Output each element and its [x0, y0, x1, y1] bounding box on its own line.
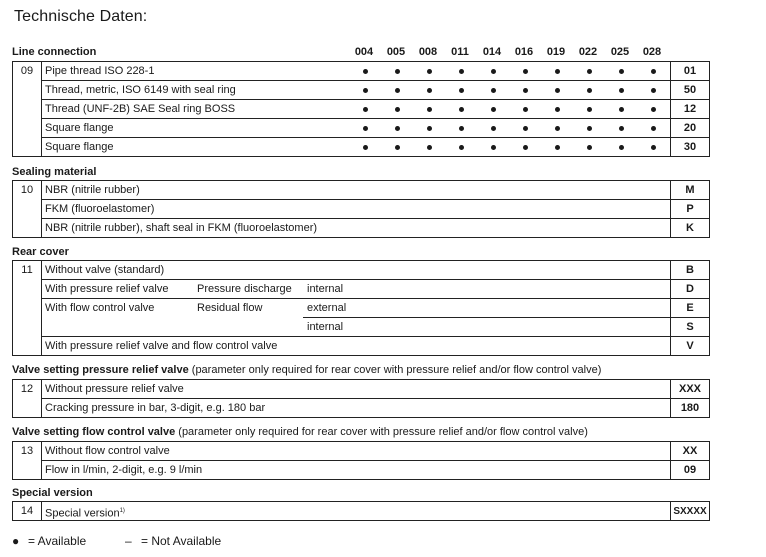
option-code: XXX: [678, 383, 701, 395]
availability-dot: [523, 69, 528, 74]
row-number: 13: [20, 445, 34, 457]
size-column-header: 008: [418, 46, 438, 58]
row-number: 10: [20, 184, 34, 196]
availability-dot: [523, 145, 528, 150]
row-number: 14: [20, 505, 34, 517]
availability-dot: [619, 126, 624, 131]
option-label: With pressure relief valve: [45, 283, 169, 295]
option-code: 20: [683, 122, 697, 134]
availability-dot: [395, 88, 400, 93]
availability-dot: [459, 69, 464, 74]
option-code: 30: [683, 141, 697, 153]
option-label: FKM (fluoroelastomer): [45, 203, 155, 215]
special-version-heading: Special version: [12, 487, 93, 499]
size-column-header: 019: [546, 46, 566, 58]
row-number: 09: [20, 65, 34, 77]
line-connection-table: [12, 61, 710, 157]
valve-flow-heading: [12, 426, 588, 438]
option-code: 50: [683, 84, 697, 96]
availability-dot: [363, 88, 368, 93]
availability-dot: [619, 69, 624, 74]
availability-dot: [523, 107, 528, 112]
option-variant: external: [307, 302, 347, 314]
option-code: SXXXX: [673, 506, 707, 517]
availability-dot: [555, 145, 560, 150]
availability-dot: [651, 69, 656, 74]
option-label: Square flange: [45, 122, 114, 134]
size-column-header: 004: [354, 46, 374, 58]
valve-flow-note: (parameter only required for rear cover with pressure relief and/or flow control valve): [178, 426, 588, 438]
option-label: Thread, metric, ISO 6149 with seal ring: [45, 84, 236, 96]
option-subtype: Pressure discharge: [197, 283, 292, 295]
availability-dot: [427, 145, 432, 150]
option-variant: internal: [307, 321, 344, 333]
sealing-material-heading: Sealing material: [12, 166, 97, 178]
availability-dot: [587, 88, 592, 93]
availability-dot: [619, 107, 624, 112]
availability-dot: [363, 145, 368, 150]
availability-dot: [363, 107, 368, 112]
legend-available-symbol: ●: [12, 534, 20, 548]
valve-relief-title: Valve setting pressure relief valve: [12, 364, 189, 376]
availability-dot: [555, 88, 560, 93]
row-number: 11: [21, 264, 33, 276]
valve-flow-title: Valve setting flow control valve: [12, 426, 176, 438]
valve-relief-note: (parameter only required for rear cover with pressure relief and/or flow control valve): [191, 364, 602, 376]
availability-dot: [491, 145, 496, 150]
option-code: 180: [680, 402, 700, 414]
rear-cover-heading: Rear cover: [12, 246, 69, 258]
option-code: S: [686, 321, 694, 333]
availability-dot: [427, 107, 432, 112]
availability-dot: [555, 107, 560, 112]
option-label: Thread (UNF-2B) SAE Seal ring BOSS: [45, 103, 236, 115]
line-connection-heading: Line connection: [12, 46, 97, 58]
footnote-marker: 1): [119, 508, 125, 514]
availability-dot: [363, 69, 368, 74]
availability-dot: [619, 88, 624, 93]
availability-dot: [555, 126, 560, 131]
option-label: Without valve (standard): [45, 264, 165, 276]
row-number: 12: [20, 383, 34, 395]
availability-dot: [523, 88, 528, 93]
option-code: D: [686, 283, 694, 295]
option-variant: internal: [307, 283, 344, 295]
availability-dot: [587, 126, 592, 131]
option-label: With flow control valve: [45, 302, 155, 314]
sealing-material-table: [12, 180, 710, 238]
option-label: Square flange: [45, 141, 114, 153]
legend-not-available-text: = Not Available: [141, 534, 222, 548]
option-code: 09: [683, 464, 697, 476]
option-code: XX: [682, 445, 698, 457]
size-column-header: 005: [386, 46, 406, 58]
option-label: With pressure relief valve and flow control valve: [45, 340, 278, 352]
availability-dot: [491, 107, 496, 112]
size-column-header: 011: [451, 46, 469, 58]
option-code: E: [686, 302, 694, 314]
availability-dot: [459, 88, 464, 93]
option-label: [45, 505, 125, 521]
option-code: M: [685, 184, 695, 196]
availability-dot: [587, 69, 592, 74]
size-column-header: 025: [610, 46, 630, 58]
option-code: V: [686, 340, 694, 352]
option-label: Flow in l/min, 2-digit, e.g. 9 l/min: [45, 464, 203, 476]
availability-dot: [491, 69, 496, 74]
option-code: K: [686, 222, 694, 234]
availability-dot: [395, 69, 400, 74]
option-subtype: Residual flow: [197, 302, 263, 314]
special-version-label: Special version: [45, 507, 120, 520]
availability-dot: [427, 69, 432, 74]
availability-dot: [651, 145, 656, 150]
availability-dot: [395, 107, 400, 112]
availability-dot: [619, 145, 624, 150]
option-label: Without pressure relief valve: [45, 383, 184, 395]
availability-dot: [395, 145, 400, 150]
option-code: B: [686, 264, 694, 276]
size-column-header: 022: [578, 46, 598, 58]
special-version-table: [12, 501, 710, 521]
valve-flow-table: [12, 441, 710, 480]
option-label: Pipe thread ISO 228-1: [45, 65, 155, 77]
availability-dot: [651, 107, 656, 112]
availability-dot: [491, 88, 496, 93]
availability-dot: [363, 126, 368, 131]
size-column-header: 014: [482, 46, 502, 58]
availability-dot: [459, 107, 464, 112]
availability-dot: [427, 126, 432, 131]
option-label: Cracking pressure in bar, 3-digit, e.g. 180 bar: [45, 402, 266, 414]
availability-dot: [491, 126, 496, 131]
option-label: NBR (nitrile rubber): [45, 184, 140, 196]
availability-dot: [427, 88, 432, 93]
option-code: 12: [683, 103, 697, 115]
legend-not-available-symbol: –: [125, 534, 132, 548]
availability-dot: [555, 69, 560, 74]
option-label: NBR (nitrile rubber), shaft seal in FKM (fluoroelastomer): [45, 222, 318, 234]
valve-relief-heading: [12, 364, 601, 376]
option-code: P: [686, 203, 694, 215]
availability-dot: [587, 145, 592, 150]
option-code: 01: [683, 65, 697, 77]
size-column-header: 016: [514, 46, 534, 58]
availability-dot: [651, 126, 656, 131]
valve-relief-table: [12, 379, 710, 418]
availability-dot: [459, 126, 464, 131]
legend-available-text: = Available: [28, 534, 87, 548]
availability-dot: [459, 145, 464, 150]
availability-dot: [651, 88, 656, 93]
availability-dot: [523, 126, 528, 131]
option-label: Without flow control valve: [45, 445, 170, 457]
rear-cover-table: [12, 260, 710, 356]
page-title: Technische Daten:: [14, 8, 148, 25]
availability-dot: [395, 126, 400, 131]
size-column-header: 028: [642, 46, 662, 58]
availability-dot: [587, 107, 592, 112]
